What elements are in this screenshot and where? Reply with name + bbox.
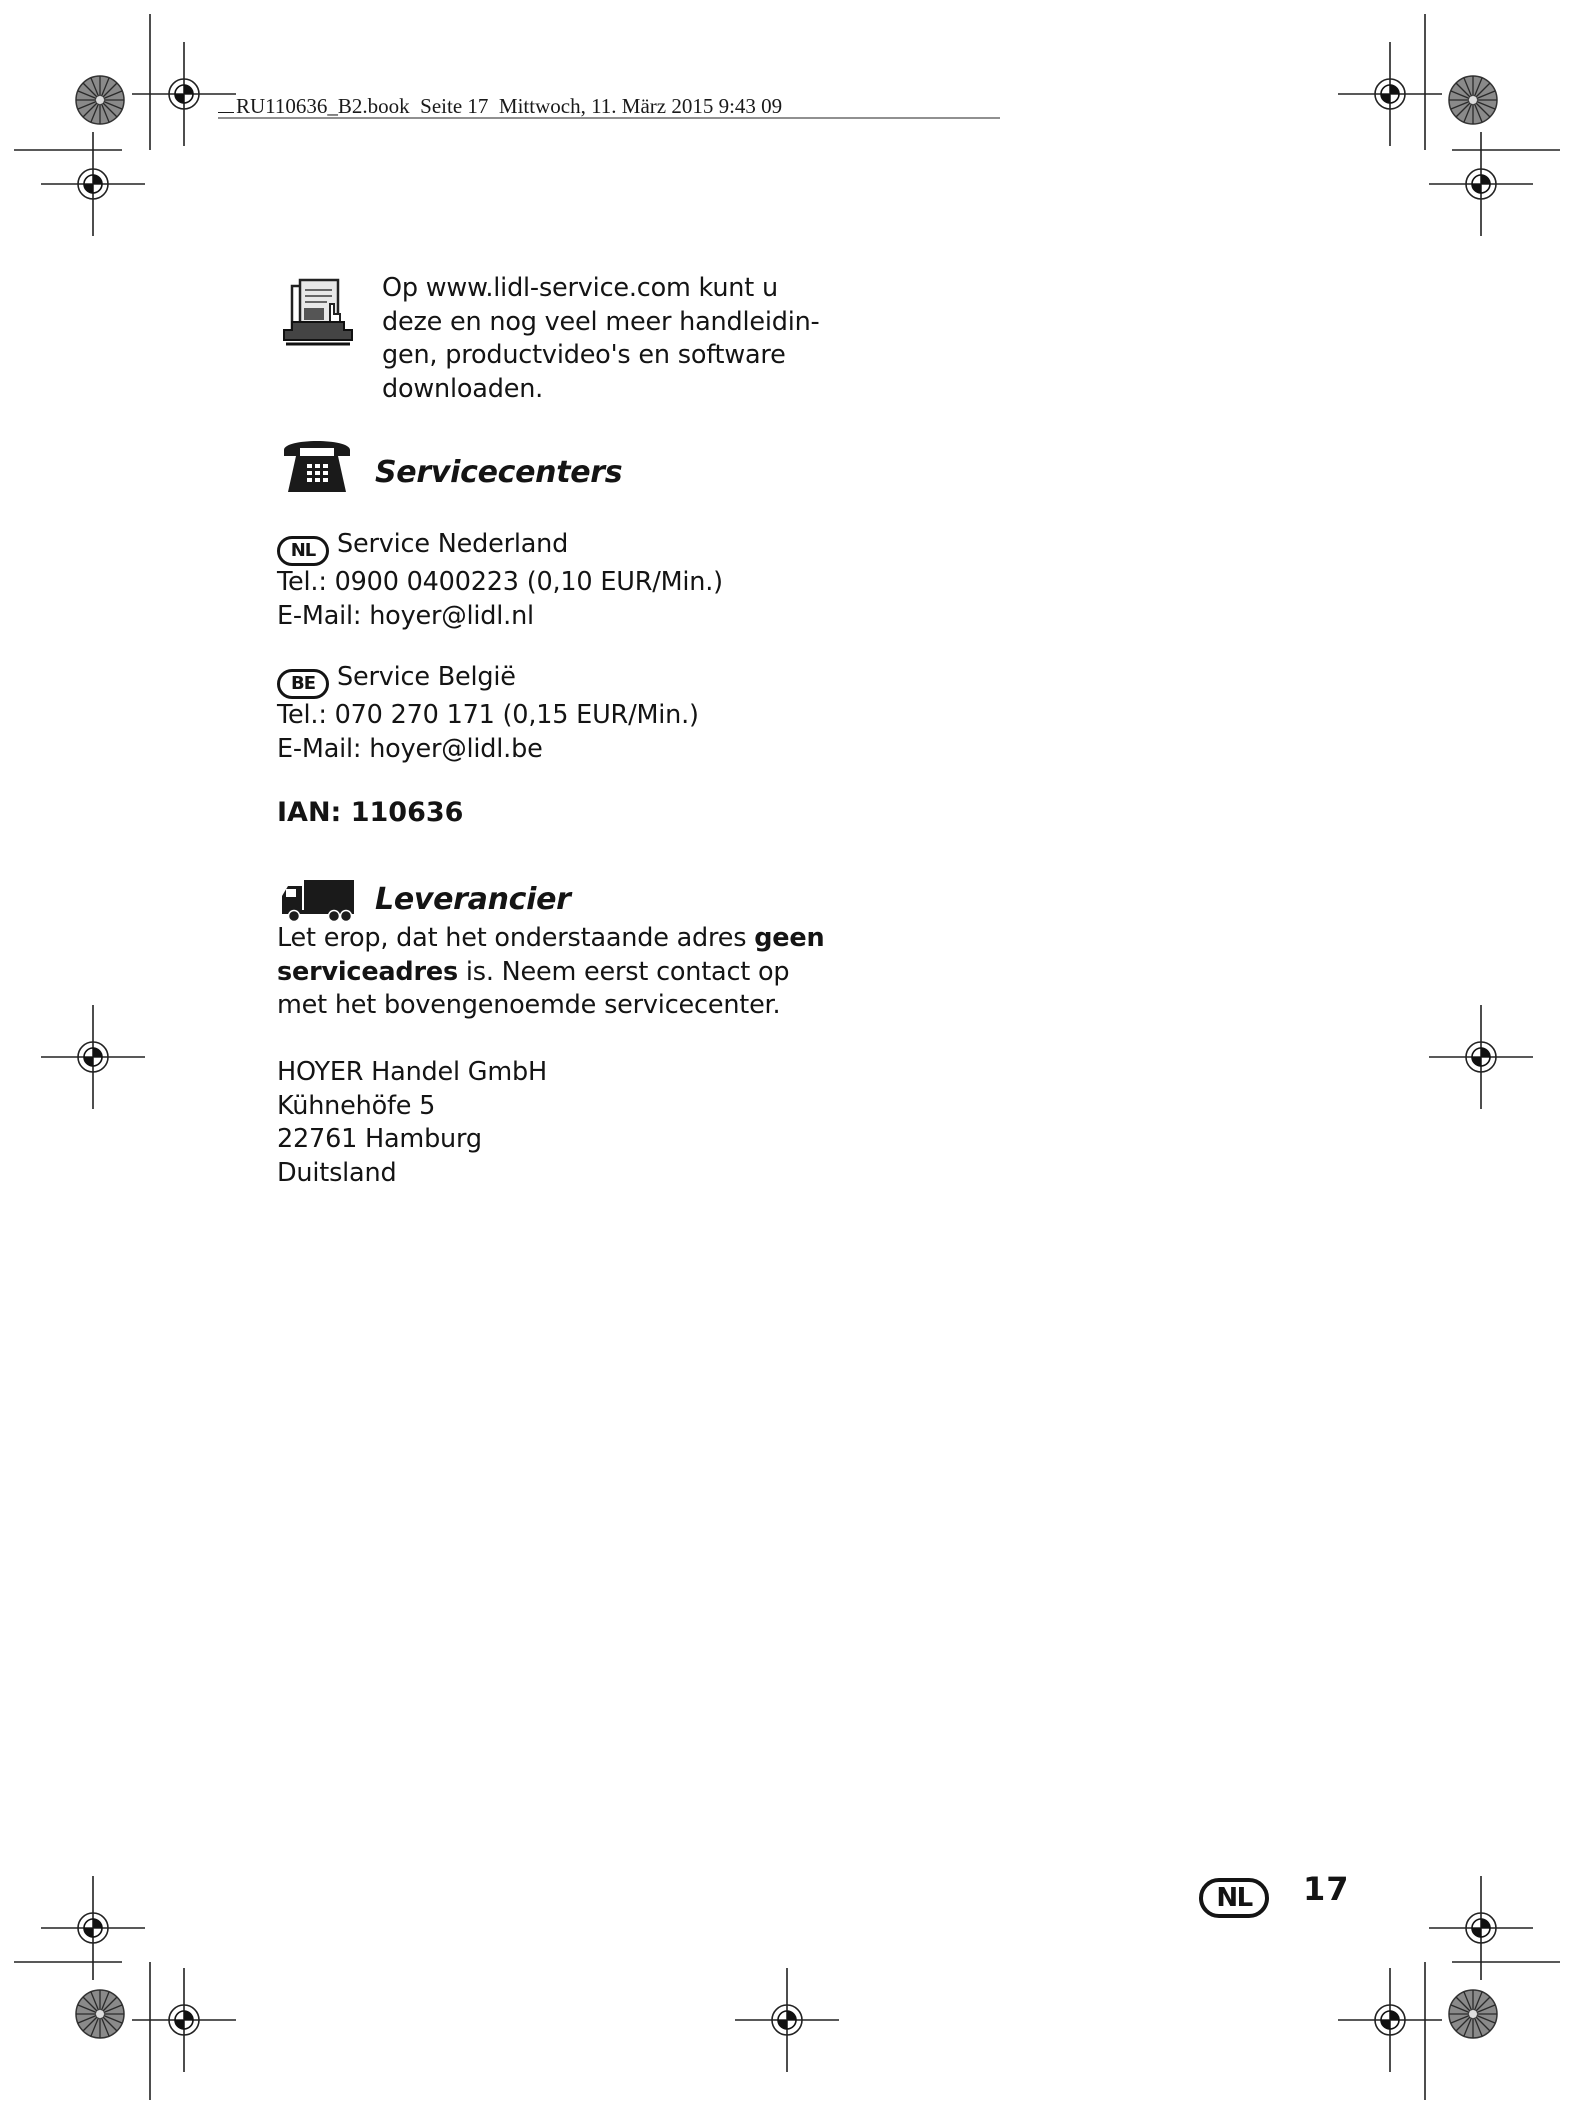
service-nl-tel: Tel.: 0900 0400223 (0,10 EUR/Min.) [277,567,723,597]
intro-line: downloaden. [382,373,544,404]
leverancier-heading: Leverancier [375,882,571,917]
page-number: 17 [1303,1870,1350,1908]
header-seite-num: 17 [467,94,489,118]
telephone-icon [280,434,354,496]
header-underscore [218,112,234,113]
leverancier-line-2 [277,956,824,990]
leverancier-line-2-text: is. Neem eerst contact op [457,956,790,987]
footer-nl-badge: NL [1199,1878,1269,1918]
header-datetime: Mittwoch, 11. März 2015 9:43 09 [498,94,783,118]
supplier-address [277,1056,547,1190]
intro-text [382,272,820,406]
intro-line: deze en nog veel meer handleidin- [382,306,820,337]
service-nl-title-row [277,528,723,566]
leverancier-line-2-bold: serviceadres [277,956,458,987]
service-nl-block [277,528,723,633]
header-file: RU110636_B2.book [236,94,410,118]
be-country-badge: BE [277,669,329,699]
service-nl-email: E-Mail: hoyer@lidl.nl [277,600,534,631]
address-street: Kühnehöfe 5 [277,1090,436,1121]
service-be-block [277,661,699,766]
header-seite-label: Seite [420,94,463,118]
leverancier-line-1-bold: geen [754,923,825,953]
intro-line: Op www.lidl-service.com kunt u [382,273,778,303]
service-nl-title: Service Nederland [337,529,569,559]
service-be-email: E-Mail: hoyer@lidl.be [277,733,543,764]
address-country: Duitsland [277,1157,397,1188]
leverancier-line-1 [277,922,824,956]
truck-icon [280,878,356,922]
service-be-tel: Tel.: 070 270 171 (0,15 EUR/Min.) [277,700,699,730]
address-city: 22761 Hamburg [277,1124,482,1154]
leverancier-text [277,922,824,1023]
manual-download-icon [282,278,354,346]
ian-number: IAN: 110636 [277,797,464,828]
print-header [218,94,782,119]
nl-country-badge: NL [277,536,329,566]
leverancier-line-1-text: Let erop, dat het onderstaande adres [277,923,755,953]
address-company: HOYER Handel GmbH [277,1057,547,1087]
service-be-title: Service België [337,662,516,692]
intro-line: gen, productvideo's en software [382,340,786,370]
servicecenters-heading: Servicecenters [375,455,623,490]
leverancier-line-3: met het bovengenoemde servicecenter. [277,990,781,1020]
service-be-title-row [277,661,699,699]
